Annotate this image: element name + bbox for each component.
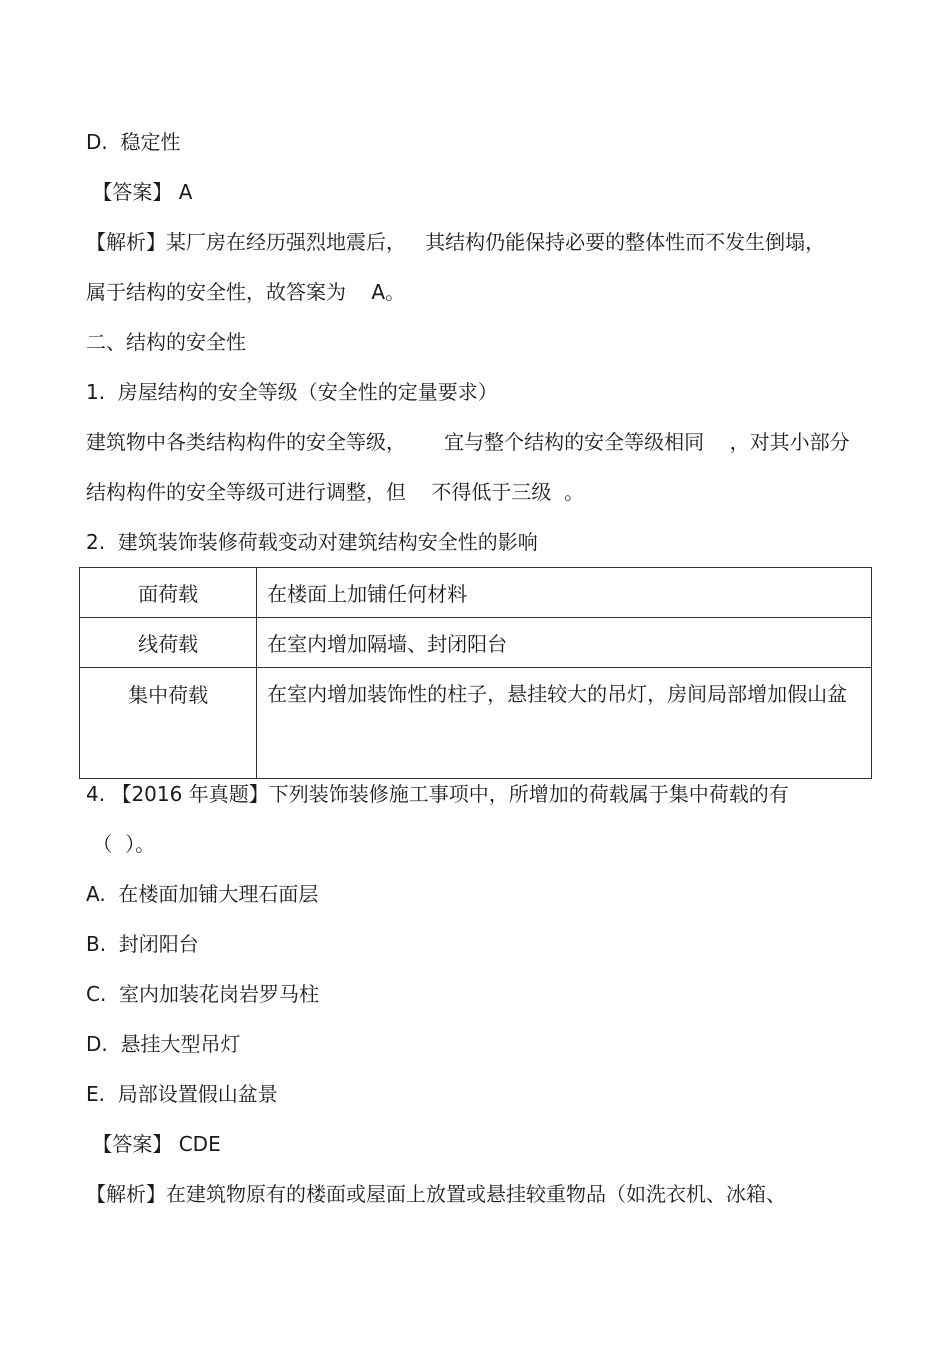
table-cell-load-name: 面荷载 [80, 568, 257, 618]
option-c: C. 室内加装花岗岩罗马柱 [86, 982, 320, 1006]
answer-line-2: 【答案】 CDE [86, 1132, 221, 1156]
option-e: E. 局部设置假山盆景 [86, 1082, 278, 1106]
option-b: B. 封闭阳台 [86, 932, 199, 956]
table-cell-load-desc: 在室内增加隔墙、封闭阳台 [257, 618, 872, 668]
table-cell-load-name: 线荷载 [80, 618, 257, 668]
table-cell-load-desc: 在楼面上加铺任何材料 [257, 568, 872, 618]
explanation-line-2: 属于结构的安全性，故答案为 A。 [86, 280, 406, 304]
question-line-2: （ ）。 [86, 832, 156, 856]
table-row [80, 668, 872, 779]
answer-line: 【答案】 A [86, 180, 193, 204]
option-d: D. 悬挂大型吊灯 [86, 1032, 241, 1056]
paragraph-line-2: 结构构件的安全等级可进行调整，但 不得低于三级 。 [86, 480, 585, 504]
subheading-2: 2. 建筑装饰装修荷载变动对建筑结构安全性的影响 [86, 530, 538, 554]
table-row [80, 568, 872, 618]
question-line-1: 4. 【2016 年真题】下列装饰装修施工事项中，所增加的荷载属于集中荷载的有 [86, 782, 789, 806]
explanation-line-1: 【解析】某厂房在经历强烈地震后， 其结构仍能保持必要的整体性而不发生倒塌， [86, 230, 826, 254]
table-cell-load-name: 集中荷载 [80, 668, 257, 779]
table-row [80, 618, 872, 668]
load-types-table [79, 567, 872, 779]
option-a: A. 在楼面加铺大理石面层 [86, 882, 319, 906]
section-heading: 二、结构的安全性 [86, 330, 246, 354]
explanation-line-3: 【解析】在建筑物原有的楼面或屋面上放置或悬挂较重物品（如洗衣机、冰箱、 [86, 1182, 786, 1206]
option-d-stability: D. 稳定性 [86, 130, 181, 154]
subheading-1: 1. 房屋结构的安全等级（安全性的定量要求） [86, 380, 498, 404]
paragraph-line-1: 建筑物中各类结构构件的安全等级， 宜与整个结构的安全等级相同 ，对其小部分 [86, 430, 850, 454]
table-cell-load-desc: 在室内增加装饰性的柱子，悬挂较大的吊灯，房间局部增加假山盆 [257, 668, 872, 779]
